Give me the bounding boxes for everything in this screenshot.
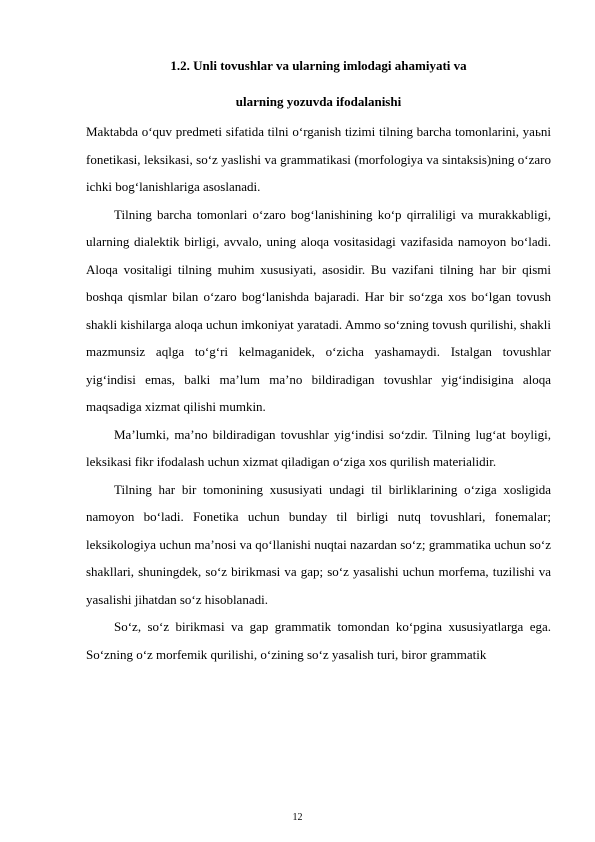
paragraph-4: Tilning har bir tomonining xususiyati undagi til birliklarining o‘ziga xosligida namoyon bo‘ladi. Fonetika uchun bunday til birligi nutq tovushlari, fonemalar; leksikologiya uchun ma’nosi va qo‘llanishi nuqtai nazardan so‘z; grammatika uchun so‘z shakllari, shuningdek, so‘z birikmasi va gap; so‘z yasalishi uchun morfema, tuzilishi va yasalishi jihatdan so‘z hisoblanadi.: [86, 481, 551, 607]
paragraph-1: Maktabda o‘quv predmeti sifatida tilni o‘rganish tizimi tilning barcha tomonlarini, yaьni fonetikasi, leksikasi, so‘z yaslishi va grammatikasi (morfologiya va sintaksis)ning o‘zaro ichki bog‘lanishlariga asoslanadi.: [86, 124, 551, 194]
paragraph-5: So‘z, so‘z birikmasi va gap grammatik tomondan ko‘pgina xususiyatlarga ega. So‘zning o‘z morfemik qurilishi, o‘zining so‘z yasalish turi, biror grammatik: [86, 619, 551, 662]
body-text: [86, 118, 551, 668]
section-heading-line-1: 1.2. Unli tovushlar va ularning imlodagi ahamiyati va: [170, 58, 467, 73]
page-number: 12: [292, 812, 303, 823]
section-heading-line-2: ularning yozuvda ifodalanishi: [235, 94, 402, 109]
paragraph-3: Ma’lumki, ma’no bildiradigan tovushlar yig‘indisi so‘zdir. Tilning lug‘at boyligi, leksikasi fikr ifodalash uchun xizmat qiladigan o‘ziga xos qurilish materialidir.: [86, 426, 551, 469]
paragraph-2: Tilning barcha tomonlari o‘zaro bog‘lanishining ko‘p qirraliligi va murakkabligi, ularning dialektik birligi, avvalo, uning aloqa vositasidagi vazifasida namoyon bo‘ladi. Aloqa vositaligi tilning muhim xususiyati, asosidir. Bu vazifani tilning har bir qismi boshqa qismlar bilan o‘zaro bog‘lanishda bajaradi. Har bir so‘zga xos bo‘lgan tovush shakli kishilarga aloqa uchun imkoniyat yaratadi. Ammo so‘zning tovush qurilishi, shakli mazmunsiz aqlga to‘g‘ri kelmaganidek, o‘zicha yashamaydi. Istalgan tovushlar yig‘indisi emas, balki ma’lum ma’no bildiradigan tovushlar yig‘indisigina aloqa maqsadiga xizmat qilishi mumkin.: [86, 206, 551, 414]
